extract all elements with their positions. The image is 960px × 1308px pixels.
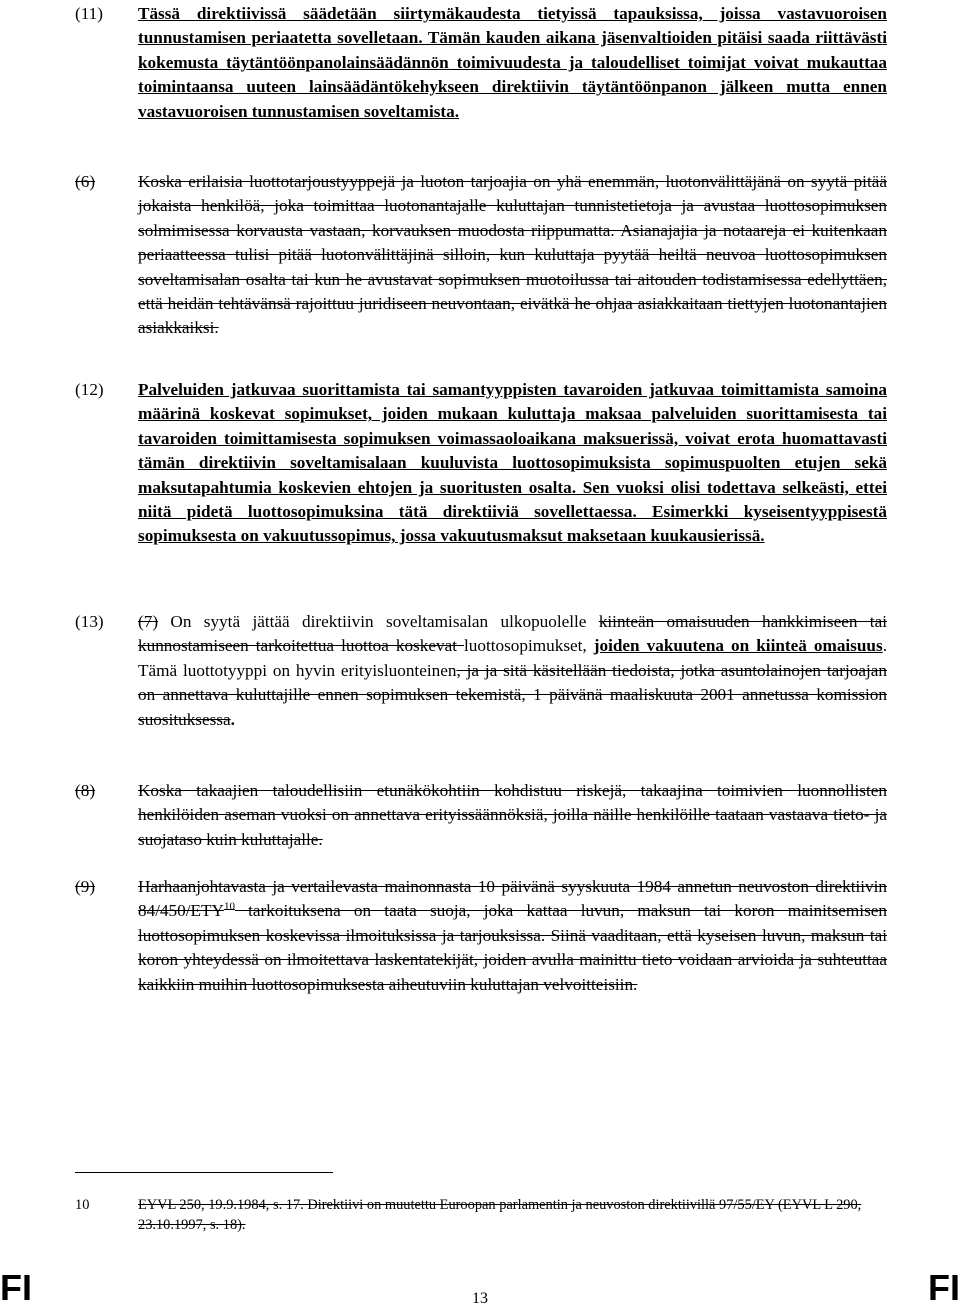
text-segment: tarkoituksena on taata suoja, joka kattaa luvun, maksun tai koron mainitsemisen luottosopimuksen koskevissa ilmoituksissa ja tarjouksissa. Siinä vaaditaan, että kyseisen luvun, maksun tai koron yhteydessä on ilmoitettava laskentatekijät, joiden avulla mainittu tieto voidaan arvioida ja suhteuttaa kaikkiin muihin luottosopimuksesta aiheutuviin kuluttajan velvoitteisiin. [138,901,887,994]
paragraph-number: (12) [75,380,104,399]
page-number: 13 [472,1290,488,1307]
deleted-text: kiinteän omaisuuden hankkimiseen tai kunnostamiseen tarkoitettua luottoa koskevat [138,612,887,656]
paragraph-text: Koska erilaisia luottotarjoustyyppejä ja luoton tarjoajia on yhä enemmän, luotonvälittäjänä on syytä pitää jokaista henkilöä, joka toimittaa luotonantajalle kuluttajan tunnistetietoja ja avustaa luottosopimuksen solmimisessa korvausta vastaan, korvauksen muodosta riippumatta. Asianajajia ja notaareja ei kuitenkaan periaatteessa tulisi pitää luotonvälittäjinä silloin, kun kuluttaja pyytää heiltä neuvoa luottosopimuksen soveltamisalan osalta tai kun he avustavat sopimuksen muotoilussa tai aitouden todistamisessa edellyttäen, että heidän tehtävänsä rajoittuu juridiseen neuvontaan, eivätkä he ohjaa asiakkaitaan tiettyjen luotonantajien asiakkaiksi. [138,172,887,338]
paragraph-text [138,875,887,997]
paragraph-number: (6) [75,172,96,191]
text-segment: luottosopimukset, [464,636,594,656]
paragraph-13 [75,610,887,732]
paragraph-text: Koska takaajien taloudellisiin etunäkökohtiin kohdistuu riskejä, takaajina toimivien luonnollisten henkilöiden aseman vuoksi on annettava erityissäännöksiä, joilla näille henkilöille taataan vastaava tieto- ja suojataso kuin kuluttajalle. [138,781,887,849]
text-segment: Harhaanjohtavasta ja vertailevasta mainonnasta 10 päivänä syyskuuta 1984 annetun neuvoston direktiivin 84/450/ETY [138,877,887,921]
text-segment: On syytä jättää direktiivin soveltamisalan ulkopuolelle [158,612,599,631]
text-segment: . [230,709,235,729]
text-segment: . Tämä luottotyyppi on hyvin erityisluonteinen [138,636,887,680]
paragraph-text [138,610,887,732]
footnote-reference[interactable]: 10 [223,900,235,913]
footnote-separator [75,1172,333,1173]
paragraph-text: Palveluiden jatkuvaa suorittamista tai samantyyppisten tavaroiden jatkuvaa toimittamista samoina määrinä koskevat sopimukset, joiden mukaan kuluttaja maksaa palveluiden suorittamisesta tai tavaroiden toimittamisesta sopimuksen voimassaoloaikana maksuerissä, voivat erota huomattavasti tämän direktiivin soveltamisalaan kuuluvista luottosopimuksista sopimuspuolten etujen sekä maksutapahtumia koskevien ehtojen ja suoritusten osalta. Sen vuoksi olisi todettava selkeästi, ettei niitä pidetä luottosopimuksina tätä direktiiviä sovellettaessa. Esimerkki kyseisentyyppisestä sopimuksesta on vakuutussopimus, jossa vakuutusmaksut maksetaan kuukausierissä. [138,380,887,546]
paragraph-6 [75,170,887,341]
footnote-number: 10 [75,1197,90,1213]
inserted-text: joiden vakuutena on kiinteä omaisuus [593,636,883,656]
footnote [75,1195,887,1235]
language-code-right: FI [928,1267,960,1308]
paragraph-number: (8) [75,781,96,800]
paragraph-number: (13) [75,612,104,631]
paragraph-number: (9) [75,877,96,896]
footnote-text: EYVL 250, 19.9.1984, s. 17. Direktiivi on muutettu Euroopan parlamentin ja neuvoston direktiivillä 97/55/EY (EYVL L 290, 23.10.1997, s. 18). [138,1197,862,1233]
paragraph-11 [75,2,887,124]
paragraph-text: Tässä direktiivissä säädetään siirtymäkaudesta tietyissä tapauksissa, joissa vastavuoroisen tunnustamisen periaatetta sovelletaan. Tämän kauden aikana jäsenvaltioiden pitäisi saada riittävästi kokemusta täytäntöönpanolainsäädännön toimivuudesta ja taloudelliset toimijat voivat mukauttaa toimintaansa uuteen lainsäädäntökehykseen direktiivin täytäntöönpanon jälkeen mutta ennen vastavuoroisen tunnustamisen soveltamista. [138,4,887,121]
old-number: (7) [138,612,159,631]
language-code-left: FI [0,1267,32,1308]
deleted-text: , ja ja sitä käsitellään tiedoista, jotka asuntolainojen tarjoajan on annettava kuluttajille ennen sopimuksen tekemistä, 1 päivänä maaliskuuta 2001 annetussa komission suosituksessa [138,660,887,729]
paragraph-number: (11) [75,4,103,23]
paragraph-12 [75,378,887,549]
paragraph-8 [75,779,887,852]
paragraph-9 [75,875,887,997]
